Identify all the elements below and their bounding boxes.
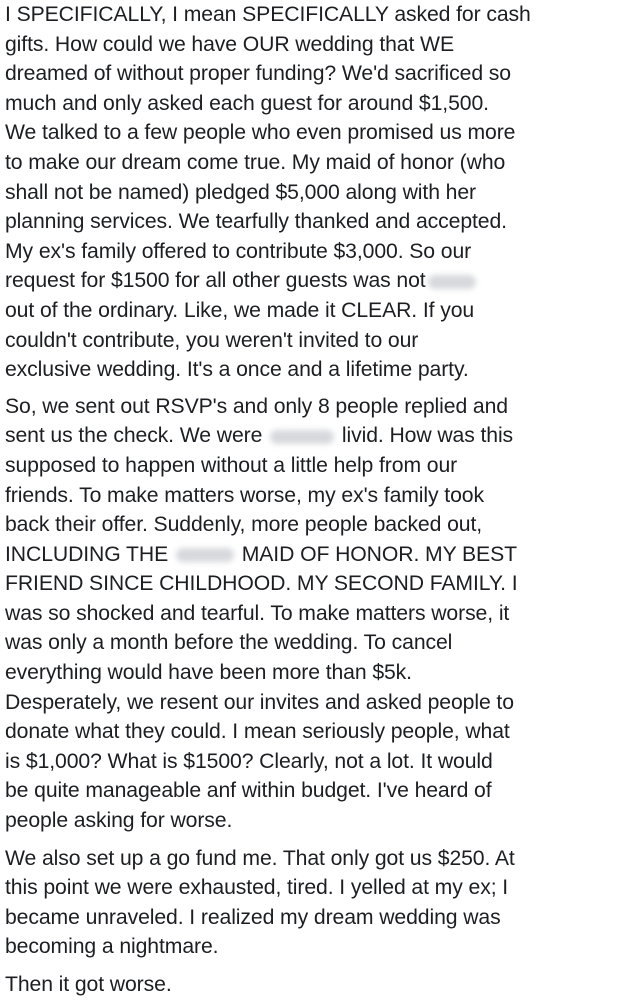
text-line: We also set up a go fund me. That only got us $250. At bbox=[5, 846, 515, 870]
text-line: everything would have been more than $5k. bbox=[5, 661, 412, 685]
censored-word bbox=[270, 430, 334, 444]
text-line: gifts. How could we have OUR wedding that WE bbox=[5, 32, 454, 56]
text-line: couldn't contribute, you weren't invited to our bbox=[5, 328, 419, 352]
text-line: My ex's family offered to contribute $3,000. So our bbox=[5, 239, 472, 263]
text-line: We talked to a few people who even promised us more bbox=[5, 121, 516, 145]
text-line: dreamed of without proper funding? We'd sacrificed so bbox=[5, 62, 511, 86]
text-segment: sent us the check. We were bbox=[5, 424, 263, 448]
paragraph-1 bbox=[5, 0, 600, 385]
paragraph-gap bbox=[5, 385, 600, 392]
censored-word bbox=[176, 548, 234, 562]
text-line bbox=[5, 421, 600, 451]
paragraph-gap bbox=[5, 836, 600, 844]
text-line: to make our dream come true. My maid of honor (who bbox=[5, 150, 506, 174]
text-line: is $1,000? What is $1500? Clearly, not a lot. It would bbox=[5, 749, 493, 773]
text-segment: INCLUDING THE bbox=[5, 542, 169, 566]
text-line: So, we sent out RSVP's and only 8 people replied and bbox=[5, 394, 508, 418]
text-line: back their offer. Suddenly, more people backed out, bbox=[5, 513, 483, 537]
text-line: Desperately, we resent our invites and asked people to bbox=[5, 690, 514, 714]
text-line: became unraveled. I realized my dream wedding was bbox=[5, 905, 501, 929]
text-line: supposed to happen without a little help from our bbox=[5, 453, 458, 477]
paragraph-gap bbox=[5, 962, 600, 970]
text-line: exclusive wedding. It's a once and a lifetime party. bbox=[5, 358, 469, 382]
text-line: be quite manageable anf within budget. I've heard of bbox=[5, 779, 492, 803]
text-line: out of the ordinary. Like, we made it CLEAR. If you bbox=[5, 298, 475, 322]
text-line: Then it got worse. bbox=[5, 973, 172, 996]
text-line: friends. To make matters worse, my ex's family took bbox=[5, 483, 484, 507]
text-line: shall not be named) pledged $5,000 along with her bbox=[5, 180, 476, 204]
censored-word bbox=[428, 275, 476, 289]
text-segment: MAID OF HONOR. MY BEST bbox=[241, 542, 517, 566]
text-segment: request for $1500 for all other guests was not bbox=[5, 269, 426, 293]
text-line bbox=[5, 266, 600, 296]
text-line: was only a month before the wedding. To cancel bbox=[5, 631, 453, 655]
paragraph-3 bbox=[5, 844, 600, 962]
paragraph-4 bbox=[5, 970, 600, 1000]
text-line: this point we were exhausted, tired. I yelled at my ex; I bbox=[5, 876, 509, 900]
text-line: was so shocked and tearful. To make matters worse, it bbox=[5, 601, 510, 625]
text-line: donate what they could. I mean seriously people, what bbox=[5, 720, 510, 744]
text-line: I SPECIFICALLY, I mean SPECIFICALLY asked for cash bbox=[5, 3, 531, 26]
text-line bbox=[5, 540, 600, 570]
text-line: planning services. We tearfully thanked and accepted. bbox=[5, 210, 507, 234]
paragraph-2 bbox=[5, 392, 600, 836]
text-line: people asking for worse. bbox=[5, 809, 233, 833]
text-line: much and only asked each guest for around $1,500. bbox=[5, 91, 489, 115]
text-line: becoming a nightmare. bbox=[5, 935, 219, 959]
text-line: FRIEND SINCE CHILDHOOD. MY SECOND FAMILY. I bbox=[5, 572, 518, 596]
text-segment: livid. How was this bbox=[341, 424, 514, 448]
